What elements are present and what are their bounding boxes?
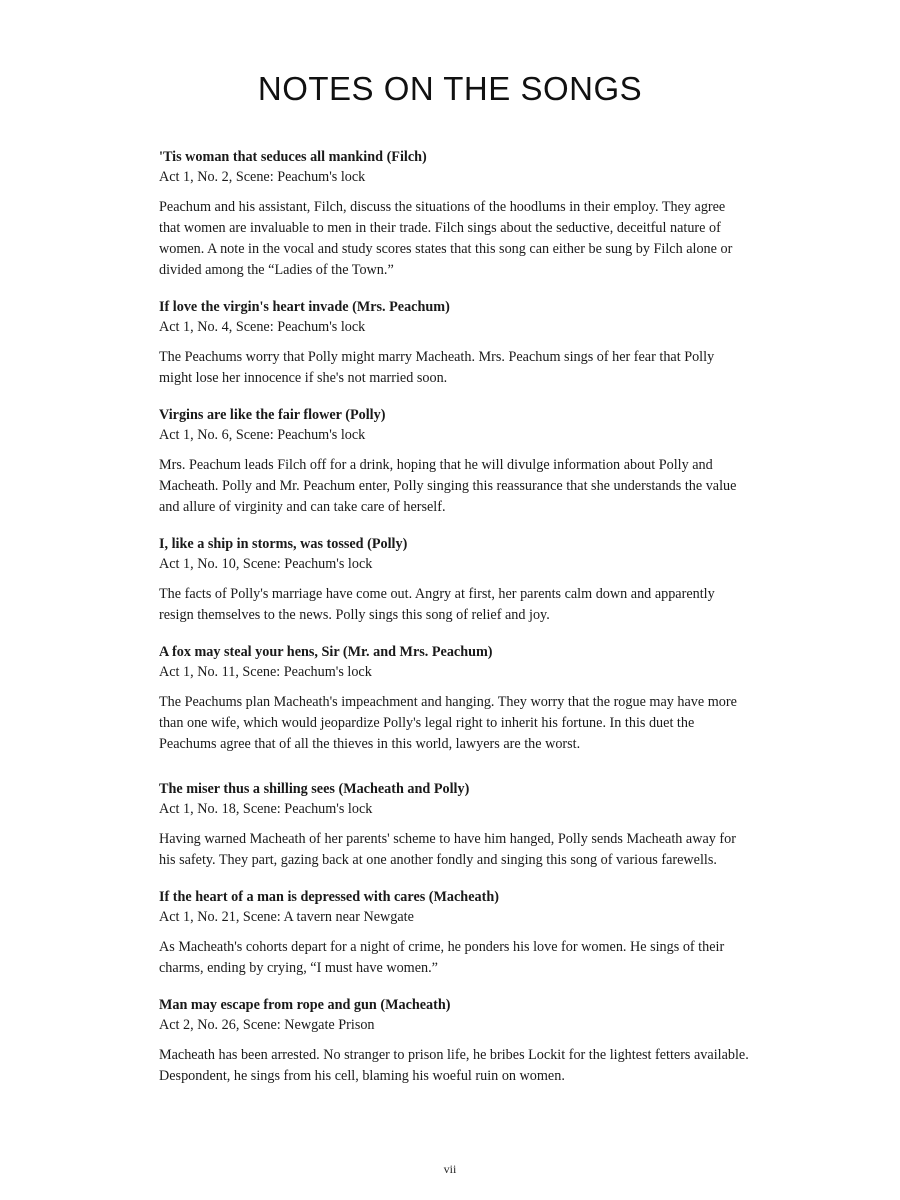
song-scene: Act 2, No. 26, Scene: Newgate Prison bbox=[159, 1017, 375, 1033]
song-note bbox=[159, 887, 749, 979]
song-description: The facts of Polly's marriage have come out. Angry at first, her parents calm down and apparently resign themselves to the news. Polly sings this song of relief and joy. bbox=[159, 586, 715, 623]
song-description: Macheath has been arrested. No stranger to prison life, he bribes Lockit for the lightest fetters available. Despondent, he sings from his cell, blaming his woeful ruin on women. bbox=[159, 1047, 749, 1084]
song-description: The Peachums worry that Polly might marry Macheath. Mrs. Peachum sings of her fear that Polly might lose her innocence if she's not married soon. bbox=[159, 349, 715, 386]
song-title: A fox may steal your hens, Sir (Mr. and Mrs. Peachum) bbox=[159, 644, 493, 660]
song-title: The miser thus a shilling sees (Macheath and Polly) bbox=[159, 781, 470, 797]
song-scene: Act 1, No. 2, Scene: Peachum's lock bbox=[159, 169, 366, 185]
song-note bbox=[159, 297, 749, 389]
song-description: The Peachums plan Macheath's impeachment and hanging. They worry that the rogue may have more than one wife, which would jeopardize Polly's legal right to inherit his fortune. In this duet the Peachums agree that of all the thieves in this world, lawyers are the worst. bbox=[159, 694, 737, 752]
song-title: Man may escape from rope and gun (Macheath) bbox=[159, 997, 451, 1013]
song-description: Peachum and his assistant, Filch, discuss the situations of the hoodlums in their employ. They agree that women are invaluable to men in their trade. Filch sings about the seductive, deceitful nature of women. A note in the vocal and study scores states that this song can either be sung by Filch alone or divided among the “Ladies of the Town.” bbox=[159, 199, 733, 278]
song-scene: Act 1, No. 18, Scene: Peachum's lock bbox=[159, 801, 373, 817]
song-title: Virgins are like the fair flower (Polly) bbox=[159, 407, 386, 423]
song-title: If love the virgin's heart invade (Mrs. Peachum) bbox=[159, 299, 450, 315]
song-title: 'Tis woman that seduces all mankind (Filch) bbox=[159, 149, 427, 165]
song-description: Mrs. Peachum leads Filch off for a drink, hoping that he will divulge information about Polly and Macheath. Polly and Mr. Peachum enter, Polly singing this reassurance that she understands the value and allure of virginity and can take care of herself. bbox=[159, 457, 737, 515]
page-number: vii bbox=[443, 1162, 457, 1176]
song-title: I, like a ship in storms, was tossed (Polly) bbox=[159, 536, 408, 552]
song-note bbox=[159, 995, 749, 1087]
song-description: Having warned Macheath of her parents' scheme to have him hanged, Polly sends Macheath away for his safety. They part, gazing back at one another fondly and singing this song of various farewells. bbox=[159, 831, 736, 868]
song-note bbox=[159, 147, 749, 281]
song-note bbox=[159, 642, 749, 755]
song-note bbox=[159, 779, 749, 871]
song-note bbox=[159, 534, 749, 626]
song-scene: Act 1, No. 11, Scene: Peachum's lock bbox=[159, 664, 372, 680]
song-scene: Act 1, No. 21, Scene: A tavern near Newgate bbox=[159, 909, 414, 925]
page-title: NOTES ON THE SONGS bbox=[257, 70, 643, 107]
song-description: As Macheath's cohorts depart for a night of crime, he ponders his love for women. He sings of their charms, ending by crying, “I must have women.” bbox=[159, 939, 725, 976]
song-title: If the heart of a man is depressed with cares (Macheath) bbox=[159, 889, 499, 905]
song-scene: Act 1, No. 6, Scene: Peachum's lock bbox=[159, 427, 366, 443]
song-note bbox=[159, 405, 749, 518]
song-notes-list bbox=[159, 147, 749, 1087]
song-scene: Act 1, No. 4, Scene: Peachum's lock bbox=[159, 319, 366, 335]
song-scene: Act 1, No. 10, Scene: Peachum's lock bbox=[159, 556, 373, 572]
